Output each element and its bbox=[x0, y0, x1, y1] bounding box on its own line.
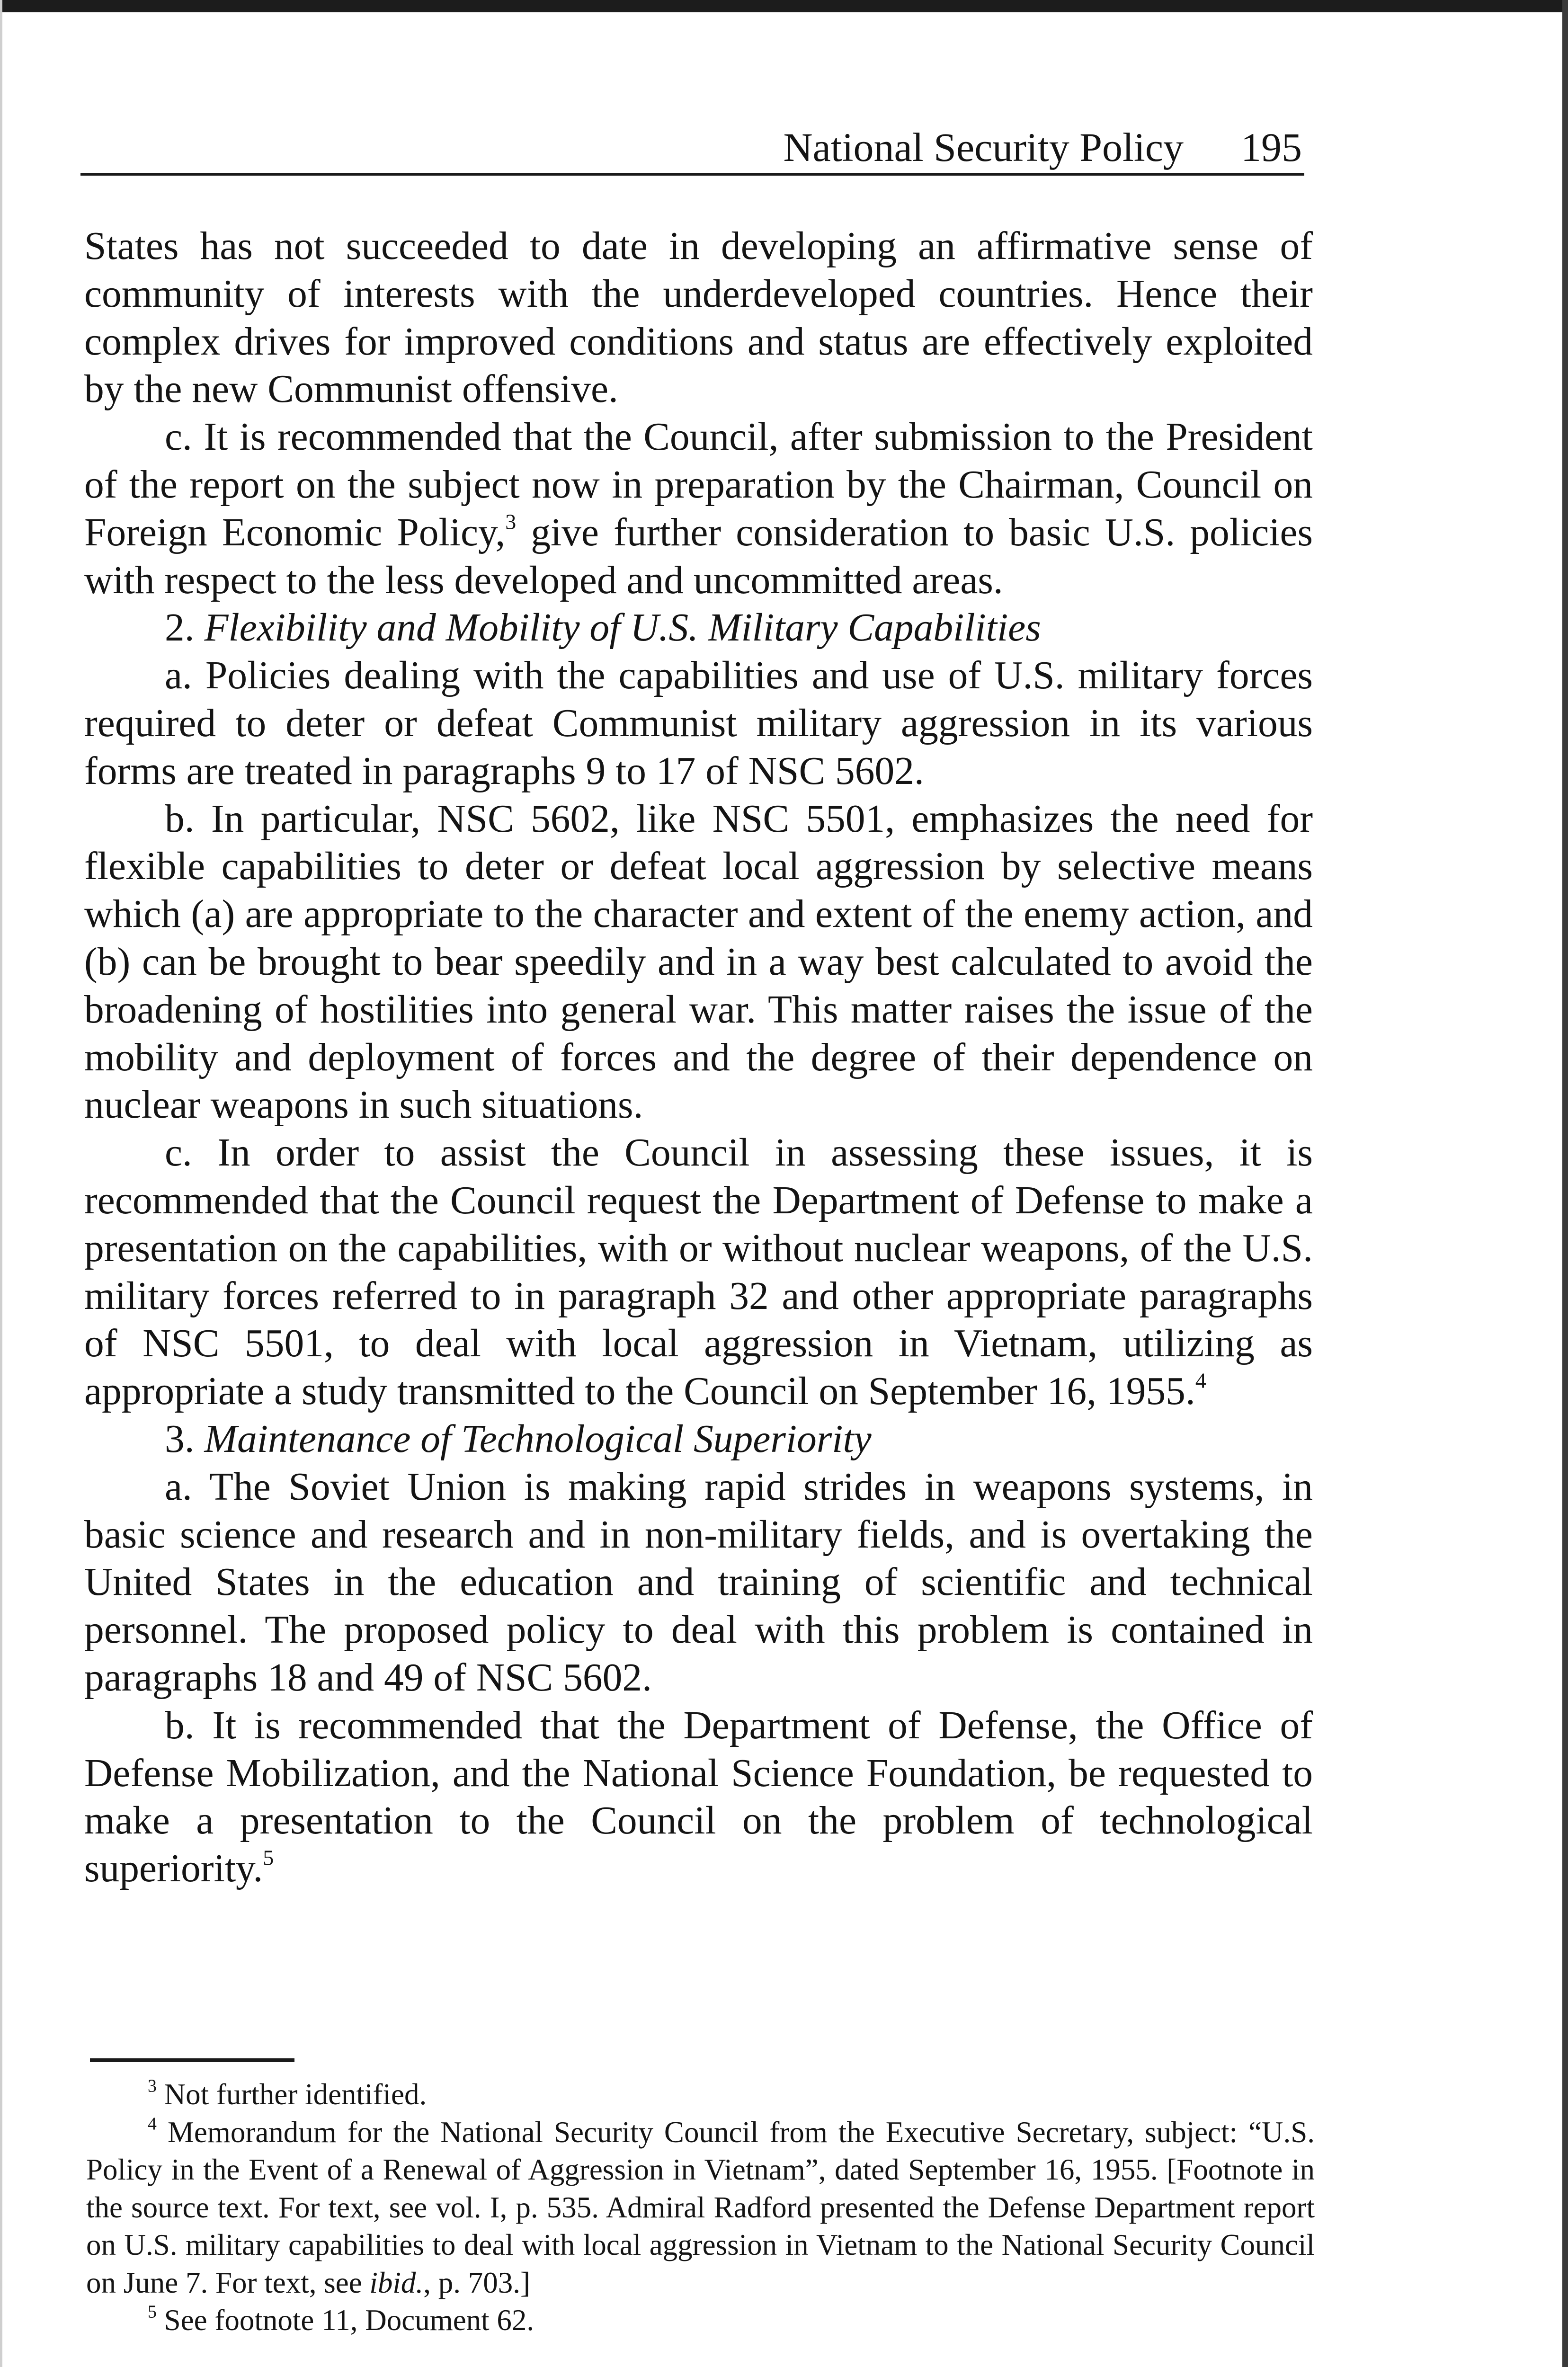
footnote-3: $^3$ Not further identified. bbox=[148, 2076, 427, 2111]
footnote-divider bbox=[90, 2058, 294, 2062]
paragraph-continued: States has not succeeded to date in developing an affirmative sense of community of interests with the underdeveloped countries. Hence their complex drives for improved conditions and status are effectively exploited by the new Communist offensive. bbox=[84, 224, 1313, 411]
section-heading-2: 2. Flexibility and Mobility of U.S. Military Capabilities bbox=[165, 606, 1041, 650]
page-number: 195 bbox=[1241, 125, 1302, 170]
footnote-4: $^4$ Memorandum for the National Security Council from the Executive Secretary, subject: “U.S. Policy in the Event of a Renewal of Aggression in Vietnam”, dated September 16, 1955. [Footnote in the source text. For text, see vol. I, p. 535. Admiral Radford presented the Defense Department report on U.S. military capabilities to deal with local aggression in Vietnam to the National Security Council on June 7. For text, see ibid., p. 703.] bbox=[86, 2114, 1315, 2299]
footnote-5: $^5$ See footnote 11, Document 62. bbox=[148, 2302, 535, 2337]
body-text bbox=[84, 222, 1313, 1893]
scan-top-edge bbox=[0, 0, 1568, 12]
paragraph-3a: a. The Soviet Union is making rapid strides in weapons systems, in basic science and research and in non-military fields, and is overtaking the United States in the education and training of scientific and technical personnel. The proposed policy to deal with this problem is contained in paragraphs 18 and 49 of NSC 5602. bbox=[84, 1465, 1313, 1700]
footnotes bbox=[86, 2076, 1315, 2340]
paragraph-2c: c. In order to assist the Council in assessing these issues, it is recommended that the Council request the Department of Defense to make a presentation on the capabilities, with or without nuclear weapons, of the U.S. military forces referred to in paragraph 32 and other appropriate paragraphs of NSC 5501, to deal with local aggression in Vietnam, utilizing as appropriate a study transmitted to the Council on September 16, 1955.$^4$ bbox=[84, 1131, 1313, 1414]
scan-left-edge bbox=[0, 0, 2, 2367]
footnote-ref-3[interactable]: 3 bbox=[505, 509, 517, 534]
footnote-ref-5[interactable]: 5 bbox=[263, 1845, 274, 1870]
running-header bbox=[80, 118, 1304, 176]
running-header-title: National Security Policy bbox=[783, 125, 1184, 170]
scan-right-edge bbox=[1562, 0, 1568, 2367]
paragraph-2b: b. In particular, NSC 5602, like NSC 5501, emphasizes the need for flexible capabilities to deter or defeat local aggression by selective means which (a) are appropriate to the character and extent of the enemy action, and (b) can be brought to bear speedily and in a way best calculated to avoid the broadening of hostilities into general war. This matter raises the issue of the mobility and deployment of forces and the degree of their dependence on nuclear weapons in such situations. bbox=[84, 797, 1313, 1127]
footnote-ref-4[interactable]: 4 bbox=[1195, 1368, 1206, 1393]
paragraph-2a: a. Policies dealing with the capabilities and use of U.S. military forces required to deter or defeat Communist military aggression in its various forms are treated in paragraphs 9 to 17 of NSC 5602. bbox=[84, 654, 1313, 793]
paragraph-1c: c. It is recommended that the Council, after submission to the President of the report on the subject now in preparation by the Chairman, Council on Foreign Economic Policy,$^3$ give further consideration to basic U.S. policies with respect to the less developed and uncommitted areas. bbox=[84, 415, 1313, 602]
section-heading-3: 3. Maintenance of Technological Superiority bbox=[165, 1417, 872, 1461]
paragraph-3b: b. It is recommended that the Department of Defense, the Office of Defense Mobilization, and the National Science Foundation, be requested to make a presentation to the Council on the problem of technological superiority.$^5$ bbox=[84, 1703, 1313, 1891]
